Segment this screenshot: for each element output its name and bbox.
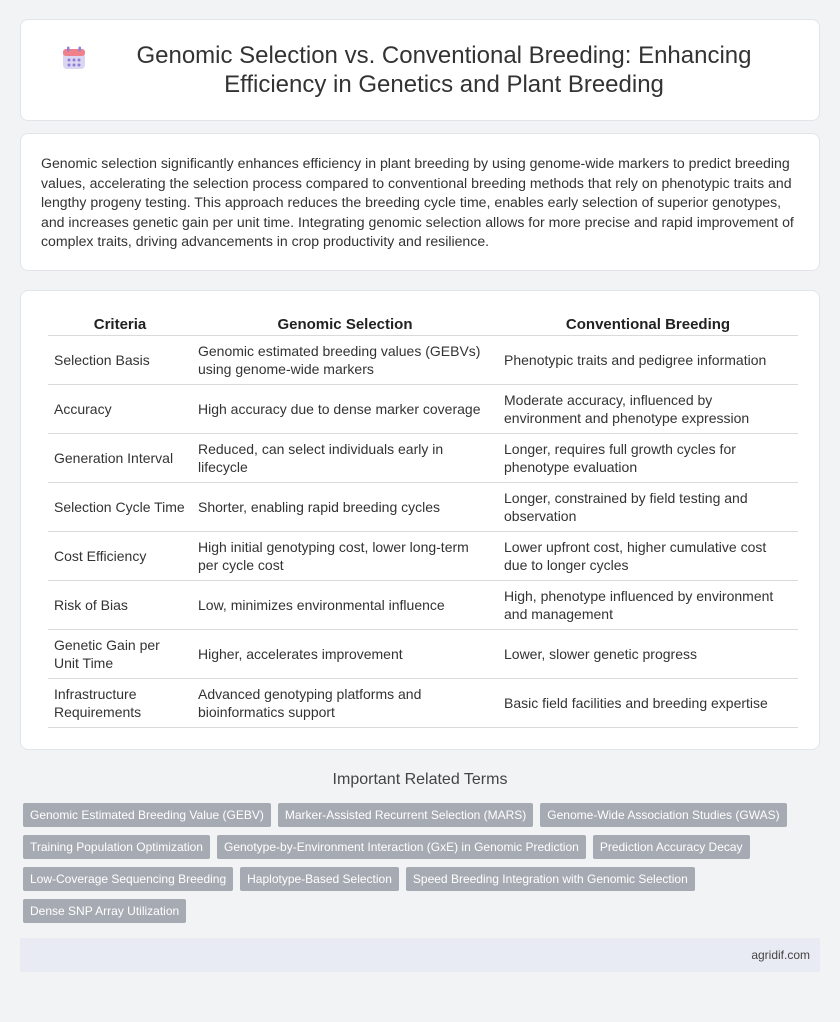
conventional-cell: Phenotypic traits and pedigree information: [498, 336, 798, 385]
table-row: [48, 483, 798, 532]
conventional-cell: Longer, requires full growth cycles for phenotype evaluation: [498, 434, 798, 483]
comparison-card: [20, 290, 820, 750]
intro-paragraph: Genomic selection significantly enhances efficiency in plant breeding by using genome-wide markers to predict breeding values, accelerating the selection process compared to conventional breeding methods that rely on phenotypic traits and lengthy progeny testing. This approach reduces the breeding cycle time, enables early selection of superior genotypes, and increases genetic gain per unit time. Integrating genomic selection allows for more precise and rapid improvement of complex traits, driving advancements in crop productivity and resilience.: [41, 155, 794, 250]
criteria-cell: Risk of Bias: [48, 581, 192, 630]
term-tag[interactable]: Speed Breeding Integration with Genomic Selection: [406, 867, 695, 891]
term-tag[interactable]: Genome-Wide Association Studies (GWAS): [540, 803, 786, 827]
column-header: Criteria: [48, 313, 192, 336]
term-tag[interactable]: Genotype-by-Environment Interaction (GxE) in Genomic Prediction: [217, 835, 586, 859]
table-row: [48, 434, 798, 483]
term-tag[interactable]: Genomic Estimated Breeding Value (GEBV): [23, 803, 271, 827]
footer-bar: [20, 938, 820, 972]
conventional-cell: Longer, constrained by field testing and observation: [498, 483, 798, 532]
conventional-cell: High, phenotype influenced by environment and management: [498, 581, 798, 630]
table-row: [48, 532, 798, 581]
criteria-cell: Accuracy: [48, 385, 192, 434]
genomic-cell: Higher, accelerates improvement: [192, 630, 498, 679]
conventional-cell: Lower, slower genetic progress: [498, 630, 798, 679]
comparison-table: [48, 313, 798, 728]
conventional-cell: Basic field facilities and breeding expertise: [498, 679, 798, 728]
related-terms-list: [23, 803, 819, 931]
term-tag[interactable]: Low-Coverage Sequencing Breeding: [23, 867, 233, 891]
conventional-cell: Lower upfront cost, higher cumulative cost due to longer cycles: [498, 532, 798, 581]
related-terms-heading: Important Related Terms: [332, 771, 508, 788]
term-tag[interactable]: Dense SNP Array Utilization: [23, 899, 186, 923]
term-tag[interactable]: Haplotype-Based Selection: [240, 867, 399, 891]
table-row: [48, 679, 798, 728]
calendar-icon: [61, 45, 87, 71]
criteria-cell: Cost Efficiency: [48, 532, 192, 581]
genomic-cell: High initial genotyping cost, lower long-term per cycle cost: [192, 532, 498, 581]
genomic-cell: Advanced genotyping platforms and bioinformatics support: [192, 679, 498, 728]
criteria-cell: Selection Basis: [48, 336, 192, 385]
genomic-cell: Shorter, enabling rapid breeding cycles: [192, 483, 498, 532]
column-header: Conventional Breeding: [498, 313, 798, 336]
genomic-cell: Low, minimizes environmental influence: [192, 581, 498, 630]
intro-card: [20, 133, 820, 271]
title-card: [20, 19, 820, 121]
table-row: [48, 581, 798, 630]
page-title: Genomic Selection vs. Conventional Breeding: Enhancing Efficiency in Genetics and Plant Breeding: [136, 42, 752, 98]
criteria-cell: Generation Interval: [48, 434, 192, 483]
genomic-cell: Genomic estimated breeding values (GEBVs) using genome-wide markers: [192, 336, 498, 385]
criteria-cell: Selection Cycle Time: [48, 483, 192, 532]
table-row: [48, 336, 798, 385]
column-header: Genomic Selection: [192, 313, 498, 336]
term-tag[interactable]: Training Population Optimization: [23, 835, 210, 859]
table-row: [48, 630, 798, 679]
table-header-row: [48, 313, 798, 336]
term-tag[interactable]: Marker-Assisted Recurrent Selection (MARS): [278, 803, 533, 827]
genomic-cell: High accuracy due to dense marker coverage: [192, 385, 498, 434]
conventional-cell: Moderate accuracy, influenced by environment and phenotype expression: [498, 385, 798, 434]
site-link[interactable]: agridif.com: [751, 948, 810, 962]
term-tag[interactable]: Prediction Accuracy Decay: [593, 835, 750, 859]
genomic-cell: Reduced, can select individuals early in lifecycle: [192, 434, 498, 483]
criteria-cell: Genetic Gain per Unit Time: [48, 630, 192, 679]
criteria-cell: Infrastructure Requirements: [48, 679, 192, 728]
table-row: [48, 385, 798, 434]
